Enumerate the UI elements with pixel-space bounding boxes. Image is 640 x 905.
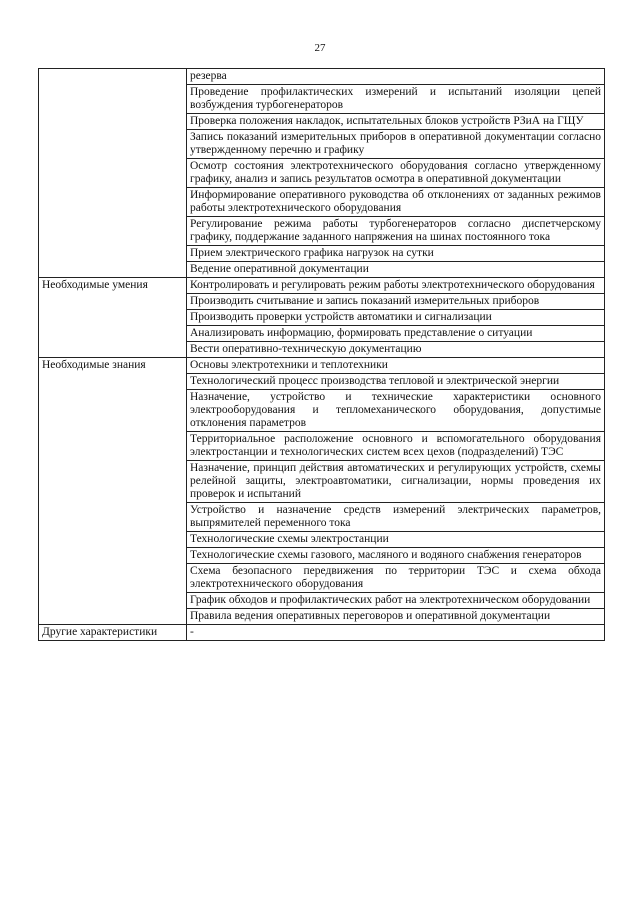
item-cell: Технологический процесс производства тепловой и электрической энергии	[187, 374, 605, 390]
item-cell: Основы электротехники и теплотехники	[187, 358, 605, 374]
item-cell: -	[187, 625, 605, 641]
item-cell: Назначение, принцип действия автоматических и регулирующих устройств, схемы релейной защиты, электроавтоматики, сигнализации, нормы проведения их проверок и испытаний	[187, 461, 605, 503]
section-label	[39, 69, 187, 278]
item-cell: Анализировать информацию, формировать представление о ситуации	[187, 326, 605, 342]
item-cell: Проверка положения накладок, испытательных блоков устройств РЗиА на ГЩУ	[187, 114, 605, 130]
item-cell: Технологические схемы электростанции	[187, 532, 605, 548]
section-label: Необходимые знания	[39, 358, 187, 625]
item-cell: Производить считывание и запись показаний измерительных приборов	[187, 294, 605, 310]
item-cell: Территориальное расположение основного и вспомогательного оборудования электростанции и технологических систем всех цехов (подразделений) ТЭС	[187, 432, 605, 461]
item-cell: Информирование оперативного руководства об отклонениях от заданных режимов работы электротехнического оборудования	[187, 188, 605, 217]
item-cell: резерва	[187, 69, 605, 85]
item-cell: Вести оперативно-техническую документацию	[187, 342, 605, 358]
item-cell: Регулирование режима работы турбогенераторов согласно диспетчерскому графику, поддержание заданного напряжения на шинах постоянного тока	[187, 217, 605, 246]
item-cell: Схема безопасного передвижения по территории ТЭС и схема обхода электротехнического оборудования	[187, 564, 605, 593]
item-cell: Контролировать и регулировать режим работы электротехнического оборудования	[187, 278, 605, 294]
item-cell: Проведение профилактических измерений и испытаний изоляции цепей возбуждения турбогенераторов	[187, 85, 605, 114]
labor-function-table	[38, 68, 605, 641]
page-number: 27	[314, 42, 326, 54]
item-cell: Назначение, устройство и технические характеристики основного электрооборудования и тепломеханического оборудования, допустимые отклонения параметров	[187, 390, 605, 432]
item-cell: Ведение оперативной документации	[187, 262, 605, 278]
table-row	[39, 278, 605, 294]
item-cell: Правила ведения оперативных переговоров и оперативной документации	[187, 609, 605, 625]
item-cell: Производить проверки устройств автоматики и сигнализации	[187, 310, 605, 326]
item-cell: График обходов и профилактических работ на электротехническом оборудовании	[187, 593, 605, 609]
table-row	[39, 625, 605, 641]
section-label: Необходимые умения	[39, 278, 187, 358]
item-cell: Устройство и назначение средств измерений электрических параметров, выпрямителей переменного тока	[187, 503, 605, 532]
item-cell: Запись показаний измерительных приборов в оперативной документации согласно утвержденному перечню и графику	[187, 130, 605, 159]
table-row	[39, 358, 605, 374]
section-label: Другие характеристики	[39, 625, 187, 641]
table-row	[39, 69, 605, 85]
item-cell: Осмотр состояния электротехнического оборудования согласно утвержденному графику, анализ и запись результатов осмотра в оперативной документации	[187, 159, 605, 188]
item-cell: Технологические схемы газового, масляного и водяного снабжения генераторов	[187, 548, 605, 564]
item-cell: Прием электрического графика нагрузок на сутки	[187, 246, 605, 262]
